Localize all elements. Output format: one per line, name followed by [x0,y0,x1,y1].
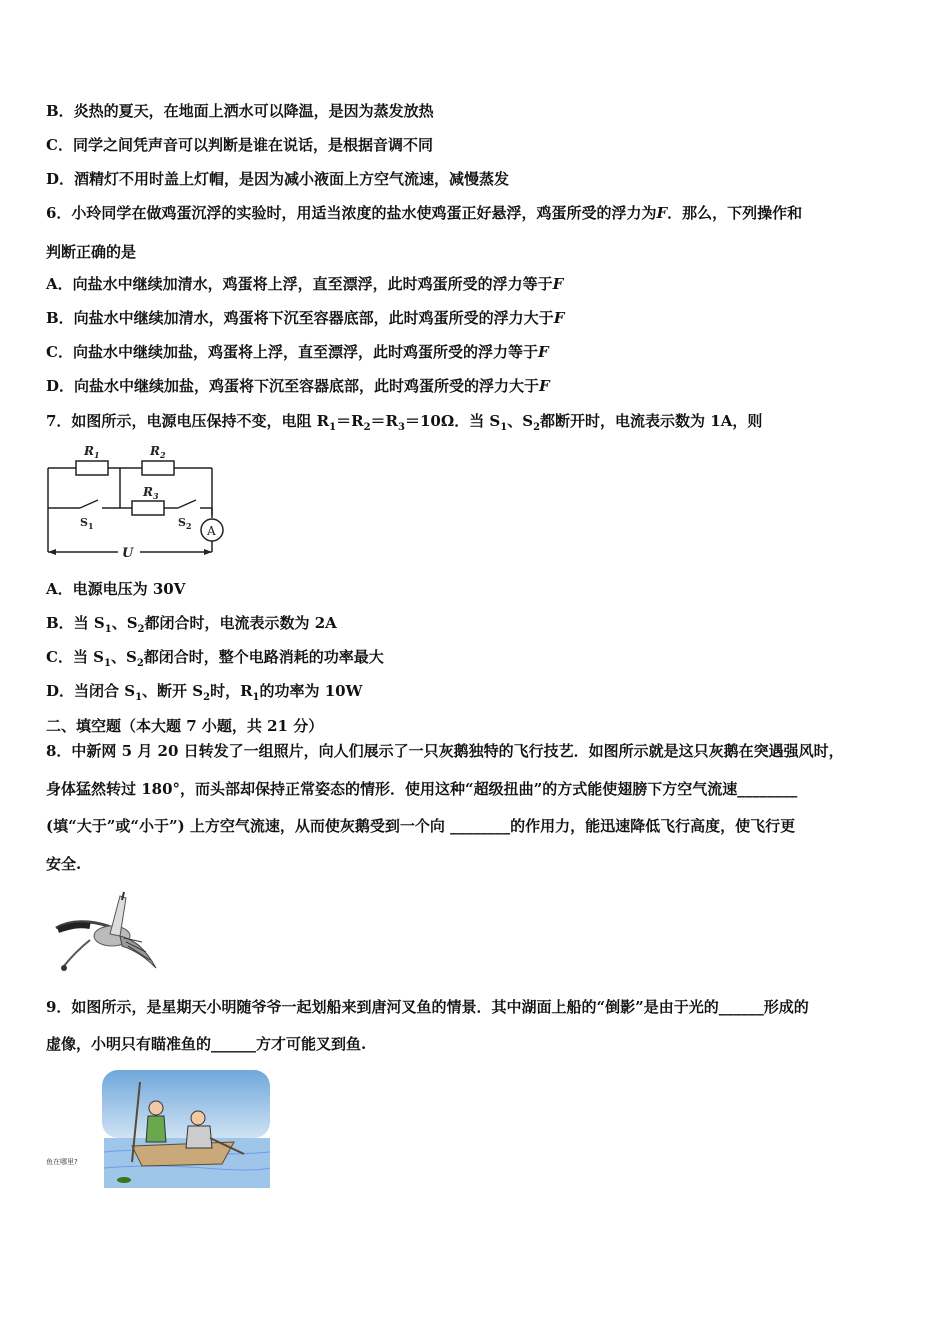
label-r2: $R_2$ [150,444,166,460]
q7-option-d: D．当闭合 $S_1$、断开 $S_2$时，$R_1$的功率为 10W [46,682,363,703]
option-b-prev: B．炎热的夏天，在地面上洒水可以降温，是因为蒸发放热 [46,102,434,120]
boat-fishing-image [44,1068,272,1194]
q8-line3: (填“大于”或“小于”) 上方空气流速，从而使灰鹅受到一个向 ________的作用力，能迅速降低飞行高度，使飞行更 [46,817,796,835]
q7-stem: 7．如图所示，电源电压保持不变，电阻 $R_1=R_2=R_3=10\Omega$．当 $S_1$、$S_2$都断开时，电流表示数为 1A，则 [46,412,763,433]
q6-stem-line1: 6．小玲同学在做鸡蛋沉浮的实验时，用适当浓度的盐水使鸡蛋正好悬浮，鸡蛋所受的浮力为F．那么，下列操作和 [46,204,803,222]
q8-line4: 安全. [46,855,82,873]
q6-option-a: A．向盐水中继续加清水，鸡蛋将上浮，直至漂浮，此时鸡蛋所受的浮力等于F [46,275,564,293]
image-caption: 鱼在哪里? [46,1158,78,1166]
label-u: U [122,546,134,561]
section-heading: 二、填空题（本大题 7 小题，共 21 分） [46,717,324,735]
q7-option-a: A．电源电压为 30V [46,580,186,598]
label-r3: $R_3$ [143,485,159,501]
circuit-diagram [40,440,235,565]
q9-line1: 9．如图所示，是星期天小明随爷爷一起划船来到唐河叉鱼的情景．其中湖面上船的“倒影”是由于光的______形成的 [46,998,809,1016]
q6-stem-line2: 判断正确的是 [46,243,137,261]
ammeter-label: A [207,524,216,538]
q6-option-c: C．向盐水中继续加盐，鸡蛋将上浮，直至漂浮，此时鸡蛋所受的浮力等于F [46,343,549,361]
q8-line1: 8．中新网 5 月 20 日转发了一组照片，向人们展示了一只灰鹅独特的飞行技艺．如图所示就是这只灰鹅在突遇强风时， [46,742,844,760]
label-s2: $S_2$ [178,516,192,531]
q9-line2: 虚像，小明只有瞄准鱼的______方才可能叉到鱼. [46,1035,367,1053]
goose-image [50,890,162,976]
q8-line2: 身体猛然转过 180°，而头部却保持正常姿态的情形．使用这种“超级扭曲”的方式能使翅膀下方空气流速________ [46,780,798,798]
option-d-prev: D．酒精灯不用时盖上灯帽，是因为减小液面上方空气流速，减慢蒸发 [46,170,510,188]
label-r1: $R_1$ [84,444,100,460]
label-s1: $S_1$ [80,516,94,531]
q6-option-b: B．向盐水中继续加清水，鸡蛋将下沉至容器底部，此时鸡蛋所受的浮力大于F [46,309,565,327]
q7-option-c: C．当 $S_1$、$S_2$都闭合时，整个电路消耗的功率最大 [46,648,384,669]
q6-option-d: D．向盐水中继续加盐，鸡蛋将下沉至容器底部，此时鸡蛋所受的浮力大于F [46,377,550,395]
option-c-prev: C．同学之间凭声音可以判断是谁在说话，是根据音调不同 [46,136,433,154]
q7-option-b: B．当 $S_1$、$S_2$都闭合时，电流表示数为 2A [46,614,337,635]
